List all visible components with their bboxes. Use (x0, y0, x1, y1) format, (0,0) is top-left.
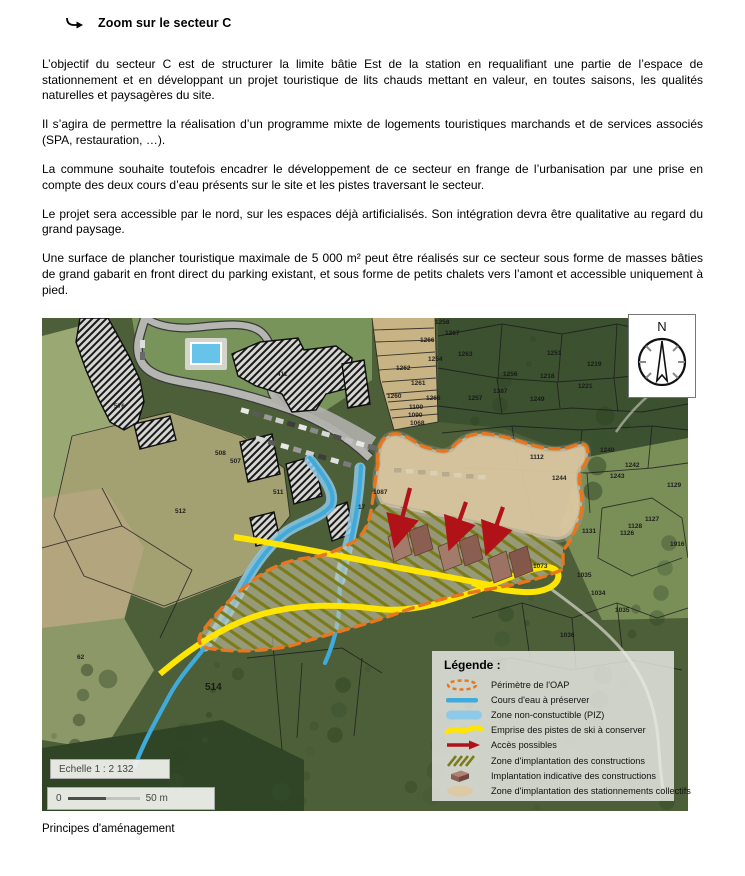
piz-zone-swatch-icon (444, 708, 484, 722)
swimming-pool (185, 338, 227, 370)
compass-icon (629, 315, 695, 397)
parcel-label: 1100 (409, 404, 424, 412)
paragraph: Une surface de plancher touristique maximale de 5 000 m² peut être réalisés sur ce secteur sous forme de masses bâties de grand gabarit en front direct du parking existant, et sous forme de petits chalets vers l’amont et accessible uniquement à pied. (42, 251, 703, 297)
legend-item-ski-piste: Emprise des pistes de ski à conserver (444, 723, 664, 738)
building-cube-swatch-icon (444, 769, 484, 783)
parcel-label: 1261 (411, 380, 426, 388)
construction-hatch-swatch-icon (444, 754, 484, 768)
parcel-label: 1218 (540, 373, 555, 381)
parcel-label: 512 (175, 508, 186, 516)
section-heading (64, 16, 703, 30)
parcel-label: 1260 (387, 393, 402, 401)
parcel-label: 1127 (645, 516, 660, 524)
page-title: Zoom sur le secteur C (98, 16, 232, 30)
arrow-bullet-icon (64, 16, 85, 30)
scale-ratio-text: Echelle 1 : 2 132 (59, 763, 134, 775)
parcel-label: 576 (114, 403, 125, 411)
parcel-label: 17 (358, 504, 366, 512)
paragraph: Il s’agira de permettre la réalisation d’un programme mixte de logements touristiques marchands et de services associés (SPA, restauration, …). (42, 117, 703, 147)
parcel-label: 1112 (530, 454, 544, 462)
parcel-label: 1257 (468, 395, 483, 403)
aerial-plan-map (42, 318, 691, 811)
ski-piste-swatch-icon (444, 723, 484, 737)
legend-item-construction-zone: Zone d'implantation des constructions (444, 753, 664, 768)
parcel-label: 1256 (503, 371, 518, 379)
parcel-label: 62 (77, 654, 85, 662)
body-text (42, 57, 703, 298)
legend-item-indicative-buildings: Implantation indicative des constructions (444, 768, 664, 783)
legend-item-oap-perimeter: Périmètre de l'OAP (444, 677, 664, 692)
parcel-label: 1258 (435, 319, 450, 327)
parcel-label: 1263 (458, 351, 473, 359)
scale-ratio-box (50, 759, 170, 779)
parcel-label: 1916 (670, 541, 685, 549)
map-legend (432, 651, 691, 801)
parcel-label: 1387 (493, 388, 508, 396)
legend-title: Légende : (444, 658, 501, 673)
parcel-label: 411 (277, 371, 288, 379)
parcel-label: 1221 (578, 383, 593, 391)
parcel-label: 1087 (373, 489, 388, 497)
svg-text:N: N (657, 319, 667, 335)
parcel-label: 1034 (591, 590, 606, 598)
parcel-label: 514 (205, 682, 222, 694)
parcel-label: 1128 (628, 523, 643, 531)
watercourse-swatch-icon (444, 693, 484, 707)
parcel-label: 1244 (552, 475, 567, 483)
access-arrow-swatch-icon (444, 738, 484, 752)
oap-perimeter-swatch-icon (444, 678, 484, 692)
parcel-label: 1266 (426, 395, 441, 403)
legend-item-piz-zone: Zone non-constuctible (PIZ) (444, 708, 664, 723)
parcel-label: 1090 (408, 412, 423, 420)
parcel-label: 1240 (600, 447, 615, 455)
parcel-label: 1266 (420, 337, 435, 345)
parcel-label: 1035 (615, 607, 630, 615)
parcel-label: 508 (215, 450, 226, 458)
paragraph: Le projet sera accessible par le nord, sur les espaces déjà artificialisés. Son intégration devra être qualitative au regard du grand paysage. (42, 206, 703, 237)
paragraph: L’objectif du secteur C est de structurer la limite bâtie Est de la station en requalifiant une partie de l’espace de stationnement et en développant un projet touristique de lits chauds mettant en valeur, en toutes saisons, les qualités naturelles et paysagères du site. (42, 57, 703, 103)
parcel-label: 1068 (410, 420, 425, 428)
parcel-label: 1251 (547, 350, 562, 358)
parcel-label: 1035 (577, 572, 592, 580)
scale-bar-light-segment (106, 797, 140, 801)
parcel-label: 511 (273, 489, 284, 497)
scale-zero-label: 0 (56, 793, 62, 805)
parcel-label: 1249 (530, 396, 545, 404)
legend-item-watercourse: Cours d'eau à préserver (444, 692, 664, 707)
parcel-label: 1242 (625, 462, 640, 470)
parcel-label: 1126 (620, 530, 635, 538)
parcel-label: 1129 (667, 482, 682, 490)
north-arrow-box (628, 314, 696, 398)
parcel-label: 1254 (428, 356, 443, 364)
scale-bar-box (47, 787, 215, 810)
parcel-label: 1131 (582, 528, 597, 536)
parcel-label: 1073 (533, 563, 548, 571)
parcel-label: 507 (230, 458, 241, 466)
scale-bar-dark-segment (68, 797, 106, 801)
parcel-label: 1243 (610, 473, 625, 481)
parcel-label: 1219 (587, 361, 602, 369)
parking-zone-swatch-icon (444, 784, 484, 798)
scale-distance-label: 50 m (145, 793, 168, 805)
legend-item-collective-parking: Zone d'implantation des stationnements collectifs (444, 783, 664, 798)
paragraph: La commune souhaite toutefois encadrer le développement de ce secteur en frange de l’urbanisation par une prise en compte des deux cours d’eau présents sur le site et les pistes traversant le secteur. (42, 161, 703, 192)
figure-caption: Principes d'aménagement (42, 823, 175, 836)
parcel-label: 1036 (560, 632, 575, 640)
parcel-label: 1262 (396, 365, 411, 373)
parcel-label: 1267 (445, 330, 460, 338)
legend-item-access: Accès possibles (444, 738, 664, 753)
